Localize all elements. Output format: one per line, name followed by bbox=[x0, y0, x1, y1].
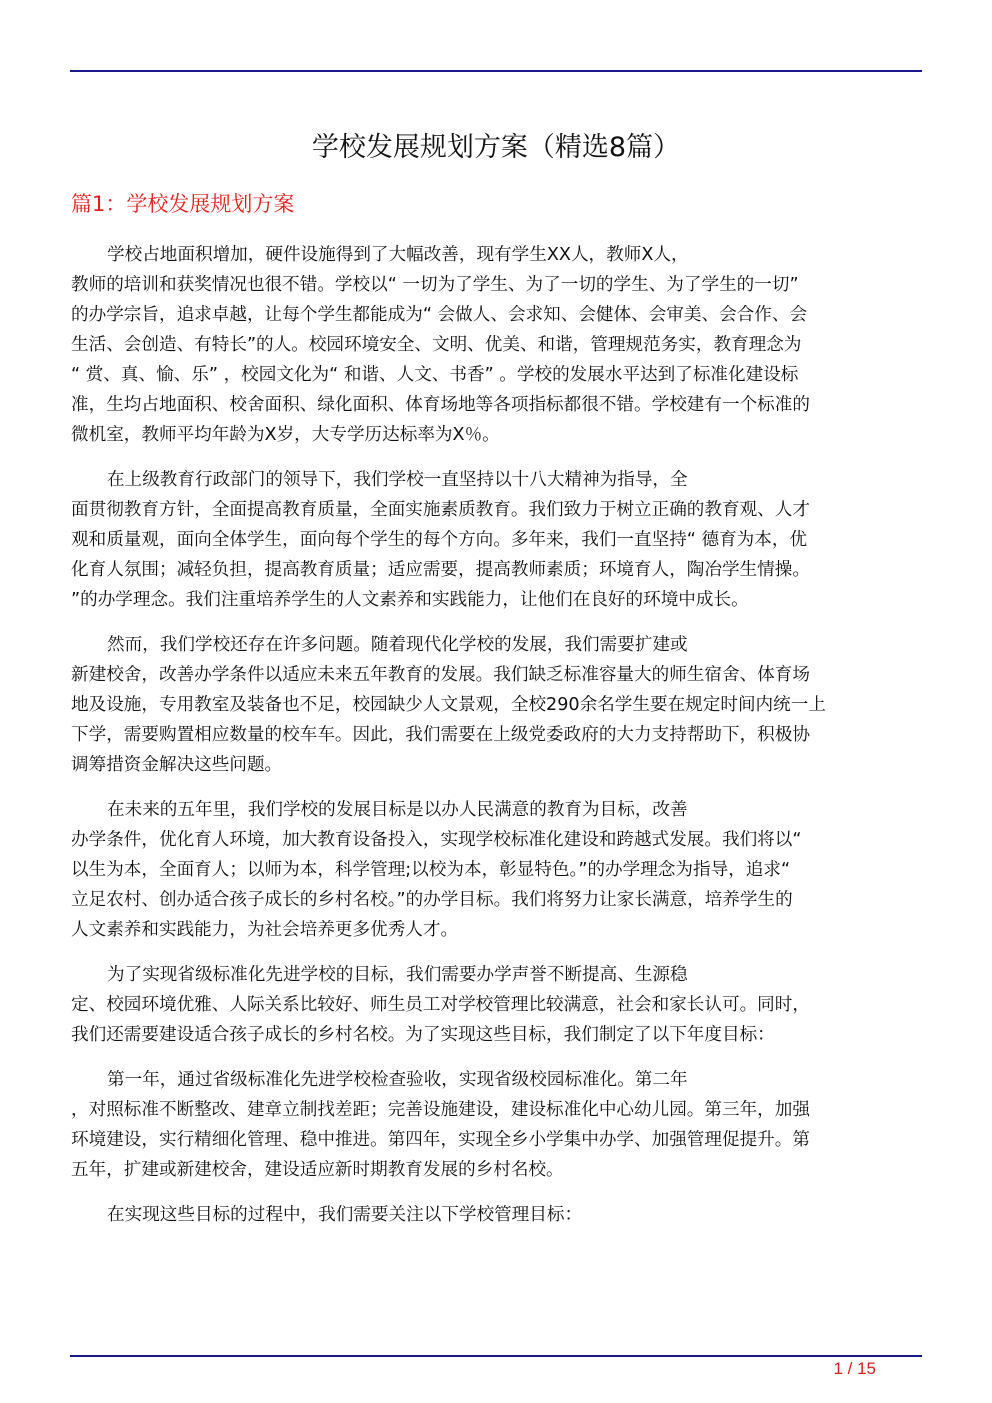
paragraph bbox=[71, 960, 921, 1050]
paragraph-line: 微机室，教师平均年龄为X岁，大专学历达标率为X％。 bbox=[71, 425, 500, 445]
paragraph-line: 在上级教育行政部门的领导下，我们学校一直坚持以十八大精神为指导，全 bbox=[107, 470, 688, 490]
paragraph-line: ”的办学理念。我们注重培养学生的人文素养和实践能力，让他们在良好的环境中成长。 bbox=[71, 590, 749, 610]
paragraph-line: 以生为本，全面育人；以师为本，科学管理;以校为本，彰显特色。”的办学理念为指导，追求“ bbox=[71, 860, 791, 880]
paragraph-line: ，对照标准不断整改、建章立制找差距；完善设施建设，建设标准化中心幼儿园。第三年，加强 bbox=[71, 1100, 810, 1120]
paragraph-line: 教师的培训和获奖情况也很不错。学校以“ 一切为了学生、为了一切的学生、为了学生的一切” bbox=[71, 275, 799, 295]
paragraph bbox=[71, 1065, 921, 1185]
section-heading: 篇1：学校发展规划方案 bbox=[71, 192, 295, 216]
paragraph bbox=[71, 1200, 921, 1230]
paragraph-line: 面贯彻教育方针，全面提高教育质量，全面实施素质教育。我们致力于树立正确的教育观、人才 bbox=[71, 500, 810, 520]
document-title: 学校发展规划方案（精选8篇） bbox=[311, 132, 681, 163]
paragraph-line: 为了实现省级标准化先进学校的目标，我们需要办学声誉不断提高、生源稳 bbox=[107, 965, 688, 985]
paragraph-line: 然而，我们学校还存在许多问题。随着现代化学校的发展，我们需要扩建或 bbox=[107, 635, 688, 655]
paragraph-line: 第一年，通过省级标准化先进学校检查验收，实现省级校园标准化。第二年 bbox=[107, 1070, 688, 1090]
page-number: 1 / 15 bbox=[833, 1359, 876, 1378]
paragraph bbox=[71, 465, 921, 615]
paragraph-line: 准，生均占地面积、校舍面积、绿化面积、体育场地等各项指标都很不错。学校建有一个标准的 bbox=[71, 395, 810, 415]
paragraph-line: 在未来的五年里，我们学校的发展目标是以办人民满意的教育为目标，改善 bbox=[107, 800, 688, 820]
paragraph-line: 学校占地面积增加，硬件设施得到了大幅改善，现有学生XX人，教师X人， bbox=[107, 245, 689, 265]
footer-rule bbox=[70, 1355, 922, 1357]
paragraph-line: 立足农村、创办适合孩子成长的乡村名校。”的办学目标。我们将努力让家长满意，培养学生的 bbox=[71, 890, 793, 910]
paragraph-line: 观和质量观，面向全体学生，面向每个学生的每个方向。多年来，我们一直坚持“ 德育为本，优 bbox=[71, 530, 808, 550]
paragraph-line: 环境建设，实行精细化管理、稳中推进。第四年，实现全乡小学集中办学、加强管理促提升。第 bbox=[71, 1130, 810, 1150]
paragraph-line: 生活、会创造、有特长”的人。校园环境安全、文明、优美、和谐，管理规范务实，教育理念为 bbox=[71, 335, 802, 355]
paragraph-line: 地及设施，专用教室及装备也不足，校园缺少人文景观，全校290余名学生要在规定时间内统一上 bbox=[71, 695, 826, 715]
paragraph-line: 在实现这些目标的过程中，我们需要关注以下学校管理目标： bbox=[107, 1205, 583, 1225]
paragraph-line: 调筹措资金解决这些问题。 bbox=[71, 755, 283, 775]
paragraph bbox=[71, 795, 921, 945]
paragraph-line: 人文素养和实践能力，为社会培养更多优秀人才。 bbox=[71, 920, 459, 940]
paragraph-line: 的办学宗旨，追求卓越，让每个学生都能成为“ 会做人、会求知、会健体、会审美、会合作、会 bbox=[71, 305, 808, 325]
paragraph-line: 办学条件，优化育人环境，加大教育设备投入，实现学校标准化建设和跨越式发展。我们将以“ bbox=[71, 830, 802, 850]
paragraph-line: 下学，需要购置相应数量的校车车。因此，我们需要在上级党委政府的大力支持帮助下，积极协 bbox=[71, 725, 810, 745]
paragraph-line: 我们还需要建设适合孩子成长的乡村名校。为了实现这些目标，我们制定了以下年度目标： bbox=[71, 1025, 775, 1045]
paragraph-line: “ 赏、真、愉、乐” ，校园文化为“ 和谐、人文、书香” 。学校的发展水平达到了标准化建设标 bbox=[71, 365, 799, 385]
header-rule bbox=[70, 70, 922, 72]
paragraph bbox=[71, 240, 921, 450]
paragraph-line: 五年，扩建或新建校舍，建设适应新时期教育发展的乡村名校。 bbox=[71, 1160, 564, 1180]
paragraph bbox=[71, 630, 921, 780]
paragraph-line: 化育人氛围；减轻负担，提高教育质量；适应需要，提高教师素质；环境育人，陶冶学生情操。 bbox=[71, 560, 810, 580]
paragraph-line: 新建校舍，改善办学条件以适应未来五年教育的发展。我们缺乏标准容量大的师生宿舍、体育场 bbox=[71, 665, 810, 685]
document-body bbox=[71, 240, 921, 1245]
paragraph-line: 定、校园环境优雅、人际关系比较好、师生员工对学校管理比较满意，社会和家长认可。同时， bbox=[71, 995, 810, 1015]
